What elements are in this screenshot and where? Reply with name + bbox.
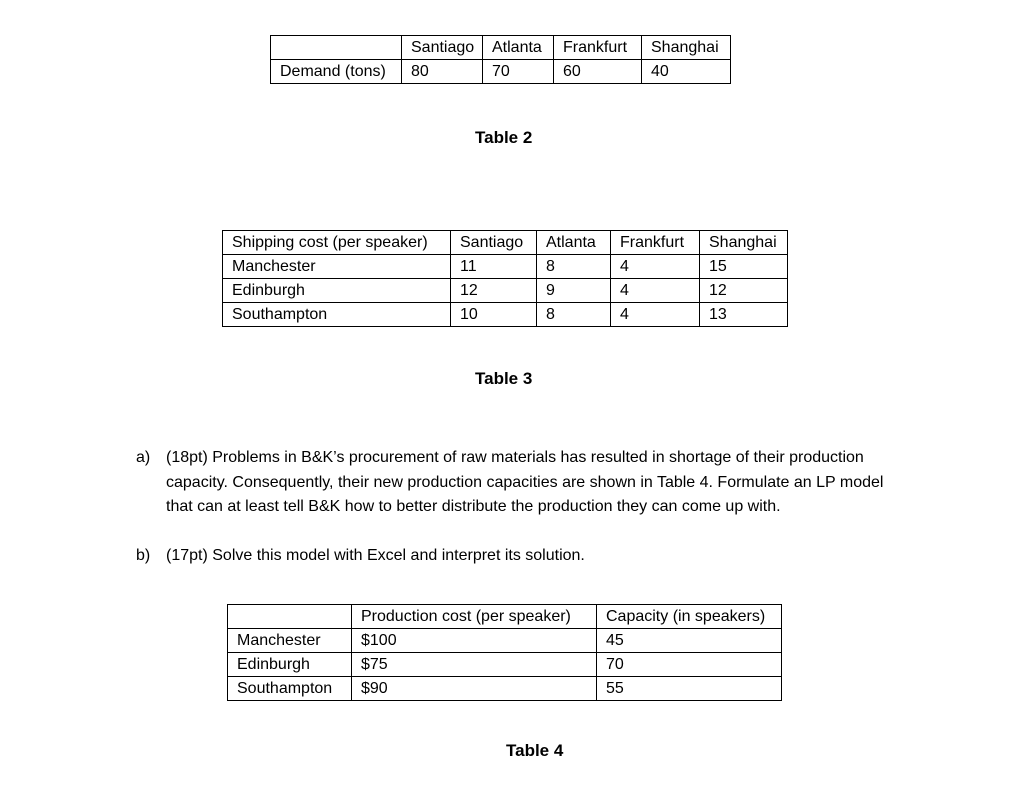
table-row-label: Manchester bbox=[223, 255, 451, 279]
table-header-cell: Atlanta bbox=[483, 36, 554, 60]
table-cell: $75 bbox=[352, 653, 597, 677]
question-a-text: (18pt) Problems in B&K’s procurement of raw materials has resulted in shortage of their production capacity. Consequently, their new production capacities are shown in Table 4. Formulate an LP model that can at least tell B&K how to better distribute the production they can come up with. bbox=[166, 449, 884, 515]
table-cell: 12 bbox=[451, 279, 537, 303]
table-row-label: Southampton bbox=[228, 677, 352, 701]
table-cell: 13 bbox=[700, 303, 788, 327]
table-cell: 12 bbox=[700, 279, 788, 303]
question-b-marker: b) bbox=[136, 547, 151, 564]
table-header-cell: Santiago bbox=[451, 231, 537, 255]
table-4-caption: Table 4 bbox=[506, 741, 564, 760]
table-row-label: Demand (tons) bbox=[271, 60, 402, 84]
table-header-cell: Frankfurt bbox=[611, 231, 700, 255]
table-cell: 60 bbox=[554, 60, 642, 84]
shipping-cost-table bbox=[222, 230, 788, 327]
question-b-text: (17pt) Solve this model with Excel and interpret its solution. bbox=[166, 547, 585, 564]
table-header-cell: Capacity (in speakers) bbox=[597, 605, 782, 629]
table-3-caption: Table 3 bbox=[475, 369, 533, 388]
table-cell: 4 bbox=[611, 279, 700, 303]
table-cell bbox=[228, 605, 352, 629]
table-cell: 70 bbox=[483, 60, 554, 84]
table-cell: 70 bbox=[597, 653, 782, 677]
table-cell: 40 bbox=[642, 60, 731, 84]
table-cell: 9 bbox=[537, 279, 611, 303]
production-table bbox=[227, 604, 782, 701]
table-row bbox=[228, 653, 782, 677]
table-header-cell: Shipping cost (per speaker) bbox=[223, 231, 451, 255]
table-header-cell: Shanghai bbox=[642, 36, 731, 60]
table-cell: 8 bbox=[537, 303, 611, 327]
table-header-row bbox=[228, 605, 782, 629]
table-cell: $90 bbox=[352, 677, 597, 701]
table-row bbox=[223, 279, 788, 303]
table-header-cell: Production cost (per speaker) bbox=[352, 605, 597, 629]
table-row bbox=[228, 629, 782, 653]
question-b bbox=[136, 544, 896, 569]
table-2-caption: Table 2 bbox=[475, 128, 533, 147]
table-cell: 55 bbox=[597, 677, 782, 701]
table-row-label: Edinburgh bbox=[223, 279, 451, 303]
table-row-label: Southampton bbox=[223, 303, 451, 327]
demand-table bbox=[270, 35, 731, 84]
table-header-row bbox=[223, 231, 788, 255]
table-cell: 8 bbox=[537, 255, 611, 279]
table-row bbox=[223, 255, 788, 279]
table-header-cell: Santiago bbox=[402, 36, 483, 60]
table-cell bbox=[271, 36, 402, 60]
table-row bbox=[271, 60, 731, 84]
table-cell: 4 bbox=[611, 255, 700, 279]
table-header-cell: Shanghai bbox=[700, 231, 788, 255]
table-header-row bbox=[271, 36, 731, 60]
table-header-cell: Atlanta bbox=[537, 231, 611, 255]
table-cell: 15 bbox=[700, 255, 788, 279]
table-cell: 45 bbox=[597, 629, 782, 653]
table-row-label: Manchester bbox=[228, 629, 352, 653]
table-cell: 80 bbox=[402, 60, 483, 84]
question-a bbox=[136, 446, 896, 520]
table-header-cell: Frankfurt bbox=[554, 36, 642, 60]
table-cell: 11 bbox=[451, 255, 537, 279]
table-row bbox=[228, 677, 782, 701]
table-cell: 10 bbox=[451, 303, 537, 327]
table-row bbox=[223, 303, 788, 327]
table-cell: $100 bbox=[352, 629, 597, 653]
table-cell: 4 bbox=[611, 303, 700, 327]
table-row-label: Edinburgh bbox=[228, 653, 352, 677]
question-a-marker: a) bbox=[136, 449, 151, 466]
